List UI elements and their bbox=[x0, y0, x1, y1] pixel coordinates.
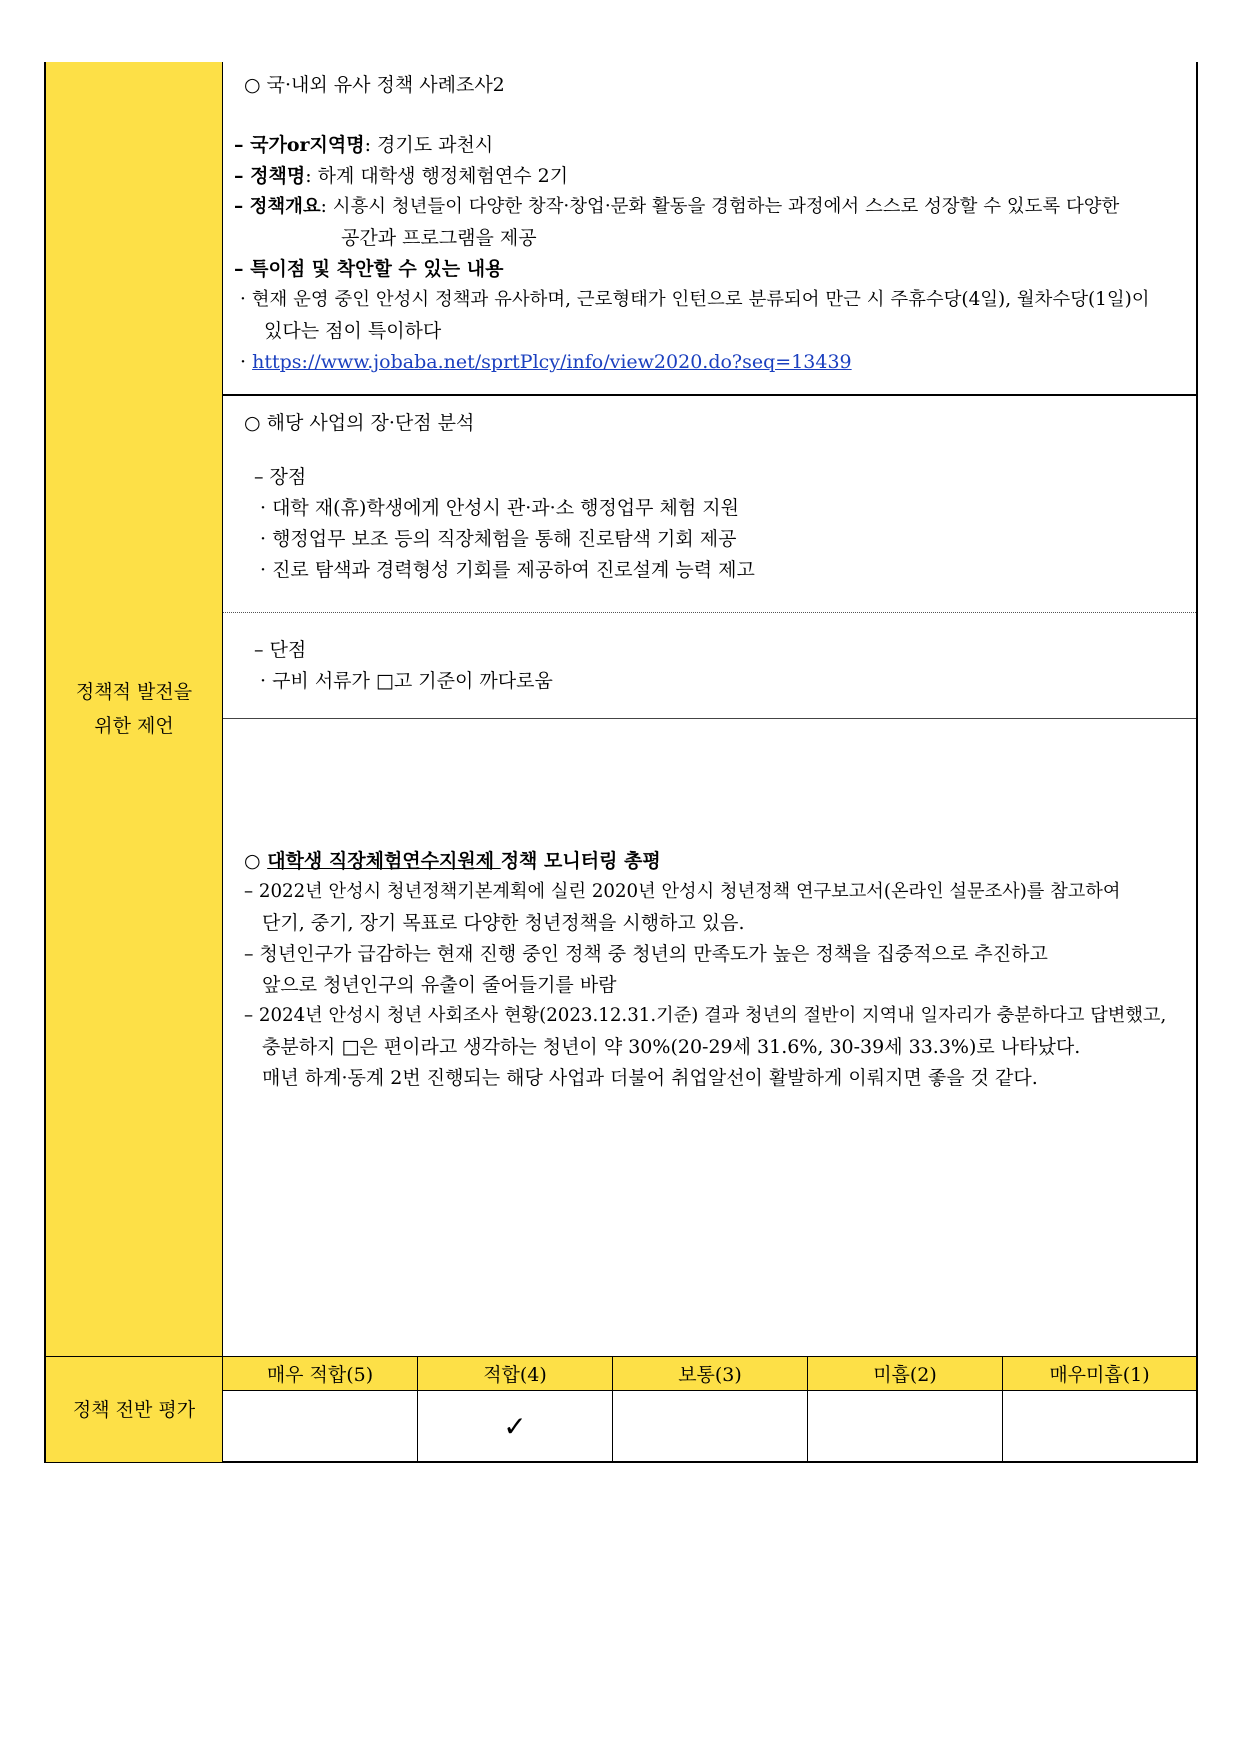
proposal-label-line2: 위한 제언 bbox=[94, 715, 174, 737]
review-line: – 2024년 안성시 청년 사회조사 현황(2023.12.31.기준) 결과 청년의 절반이 지역내 일자리가 충분하다고 답변했고, bbox=[244, 1005, 1167, 1026]
link-bullet: · bbox=[240, 351, 247, 373]
divider-2 bbox=[223, 718, 1196, 719]
proposal-label-line1: 정책적 발전을 bbox=[75, 681, 193, 703]
rating-cell[interactable] bbox=[808, 1391, 1003, 1462]
country-row bbox=[234, 132, 493, 158]
analysis-heading: ○ 해당 사업의 장·단점 분석 bbox=[244, 412, 475, 434]
pros-item: · 행정업무 보조 등의 직장체험을 통해 진로탐색 기회 제공 bbox=[260, 528, 737, 550]
evaluation-label: 정책 전반 평가 bbox=[72, 1398, 196, 1421]
rating-header: 보통(3) bbox=[613, 1357, 808, 1391]
summary-value-1: : 시흥시 청년들이 다양한 창작·창업·문화 활동을 경험하는 과정에서 스스로 성장할 수 있도록 다양한 bbox=[320, 196, 1120, 217]
table-border-right bbox=[1196, 62, 1198, 1463]
evaluation-label-cell bbox=[46, 1356, 223, 1462]
rating-header: 미흡(2) bbox=[808, 1357, 1003, 1391]
cons-heading: – 단점 bbox=[254, 639, 307, 661]
notable-line-2: 있다는 점이 특이하다 bbox=[264, 320, 442, 342]
summary-value-2: 공간과 프로그램을 제공 bbox=[341, 227, 537, 249]
rating-header: 매우 적합(5) bbox=[223, 1357, 418, 1391]
country-label: – 국가or지역명 bbox=[234, 134, 365, 156]
review-line: – 2022년 안성시 청년정책기본계획에 실린 2020년 안성시 청년정책 연구보고서(온라인 설문조사)를 참고하여 bbox=[244, 881, 1121, 902]
review-line: 단기, 중기, 장기 목표로 다양한 청년정책을 시행하고 있음. bbox=[262, 912, 745, 934]
rating-cell[interactable] bbox=[1003, 1391, 1196, 1462]
case-study-heading: ○ 국·내외 유사 정책 사례조사2 bbox=[244, 74, 505, 96]
policy-label: – 정책명 bbox=[234, 165, 306, 187]
review-line: 충분하지 □은 편이라고 생각하는 청년이 약 30%(20-29세 31.6%, 30-39세 33.3%)로 나타났다. bbox=[262, 1036, 1081, 1058]
notable-line-1: · 현재 운영 중인 안성시 정책과 유사하며, 근로형태가 인턴으로 분류되어 만근 시 주휴수당(4일), 월차수당(1일)이 bbox=[240, 289, 1150, 310]
rating-cell-checked[interactable]: ✓ bbox=[418, 1391, 613, 1462]
divider-dotted bbox=[223, 612, 1196, 613]
review-heading bbox=[244, 848, 661, 874]
policy-table bbox=[44, 62, 1198, 1463]
policy-row bbox=[234, 163, 568, 189]
pros-item: · 대학 재(휴)학생에게 안성시 관·과·소 행정업무 체험 지원 bbox=[260, 497, 740, 519]
summary-label: – 정책개요 bbox=[234, 196, 321, 217]
pros-item: · 진로 탐색과 경력형성 기회를 제공하여 진로설계 능력 제고 bbox=[260, 559, 755, 581]
review-heading-policy-name: 대학생 직장체험연수지원제 bbox=[267, 850, 501, 872]
rating-table bbox=[223, 1356, 1196, 1462]
summary-row bbox=[234, 194, 1119, 220]
policy-link[interactable]: https://www.jobaba.net/sprtPlcy/info/view2020.do?seq=13439 bbox=[252, 351, 852, 373]
proposal-label-cell bbox=[46, 62, 223, 1356]
rating-header: 매우미흡(1) bbox=[1003, 1357, 1196, 1391]
review-heading-suffix: 정책 모니터링 총평 bbox=[500, 850, 661, 872]
rating-cell[interactable] bbox=[223, 1391, 418, 1462]
review-line: 앞으로 청년인구의 유출이 줄어들기를 바람 bbox=[262, 974, 617, 996]
review-line: – 청년인구가 급감하는 현재 진행 중인 정책 중 청년의 만족도가 높은 정책을 집중적으로 추진하고 bbox=[244, 943, 1048, 965]
link-row bbox=[240, 349, 852, 375]
country-value: : 경기도 과천시 bbox=[364, 134, 494, 156]
notable-heading: – 특이점 및 착안할 수 있는 내용 bbox=[234, 258, 504, 280]
policy-value: : 하계 대학생 행정체험연수 2기 bbox=[305, 165, 569, 187]
rating-cell[interactable] bbox=[613, 1391, 808, 1462]
review-heading-prefix: ○ bbox=[244, 850, 268, 872]
rating-header: 적합(4) bbox=[418, 1357, 613, 1391]
review-line: 매년 하계·동계 2번 진행되는 해당 사업과 더불어 취업알선이 활발하게 이뤄지면 좋을 것 같다. bbox=[262, 1067, 1038, 1089]
cons-item: · 구비 서류가 □고 기준이 까다로움 bbox=[260, 670, 553, 692]
divider-1 bbox=[223, 394, 1196, 396]
pros-heading: – 장점 bbox=[254, 466, 307, 488]
